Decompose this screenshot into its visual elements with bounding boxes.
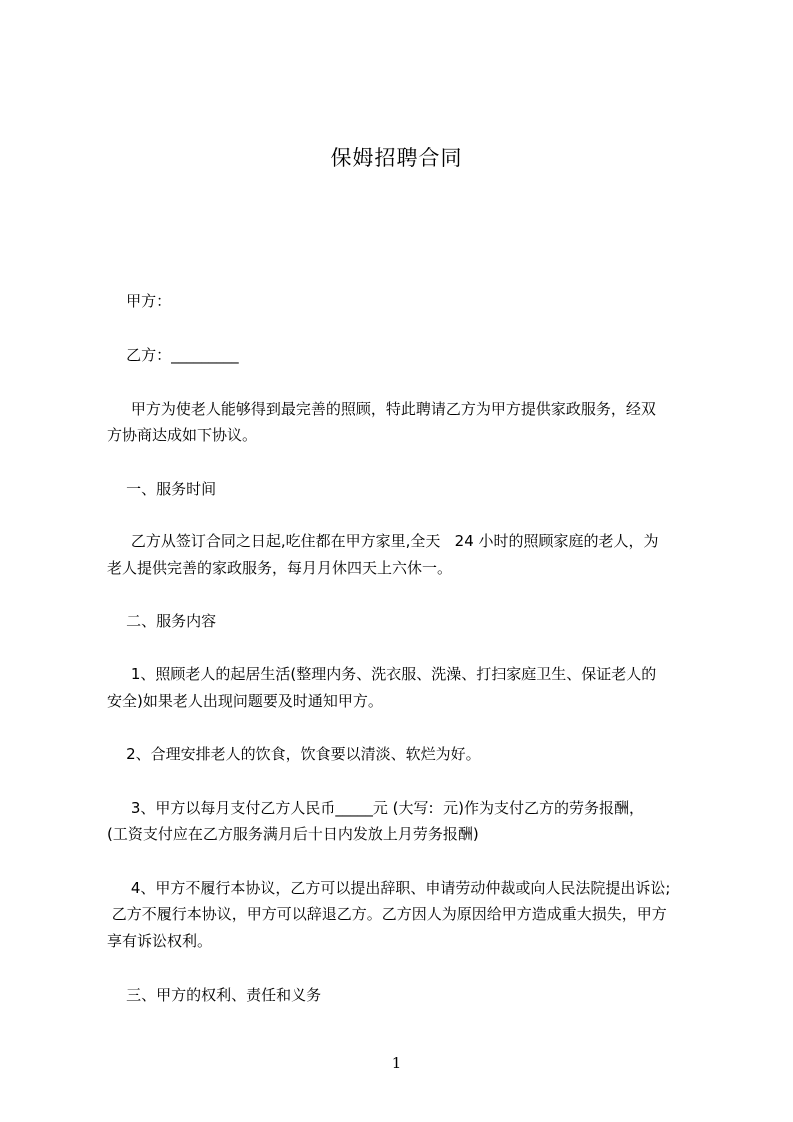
service-item-4-line-3: 享有诉讼权利。 [107,932,213,950]
service-time-line-1: 乙方从签订合同之日起,吃住都在甲方家里,全天 24 小时的照顾家庭的老人，为 [107,532,659,550]
intro-paragraph-line-1: 甲方为使老人能够得到最完善的照顾，特此聘请乙方为甲方提供家政服务，经双 [107,400,656,418]
section-3-heading: 三、甲方的权利、责任和义务 [107,986,322,1004]
party-a-line: 甲方： [107,292,172,310]
document-title: 保姆招聘合同 [330,146,463,170]
service-item-1-line-1: 1、照顾老人的起居生活(整理内务、洗衣服、洗澡、打扫家庭卫生、保证老人的 [107,665,657,683]
section-2-heading: 二、服务内容 [107,612,217,630]
service-item-3-line-1: 3、甲方以每月支付乙方人民币_____元 (大写: 元)作为支付乙方的劳务报酬， [107,799,644,817]
party-b-line: 乙方：_________ [107,346,239,364]
service-item-3-line-2: (工资支付应在乙方服务满月后十日内发放上月劳务报酬) [107,825,479,843]
service-time-line-2: 老人提供完善的家政服务，每月月休四天上六休一。 [107,559,453,577]
intro-paragraph-line-2: 方协商达成如下协议。 [107,426,258,444]
service-item-1-line-2: 安全)如果老人出现问题要及时通知甲方。 [107,692,383,710]
service-item-4-line-1: 4、甲方不履行本协议，乙方可以提出辞职、申请劳动仲裁或向人民法院提出诉讼; [107,879,671,897]
service-item-4-line-2: 乙方不履行本协议，甲方可以辞退乙方。乙方因人为原因给甲方造成重大损失，甲方 [107,905,667,923]
page-number: 1 [391,1054,402,1072]
section-1-heading: 一、服务时间 [107,480,217,498]
service-item-2: 2、合理安排老人的饮食，饮食要以清淡、软烂为好。 [107,745,481,763]
